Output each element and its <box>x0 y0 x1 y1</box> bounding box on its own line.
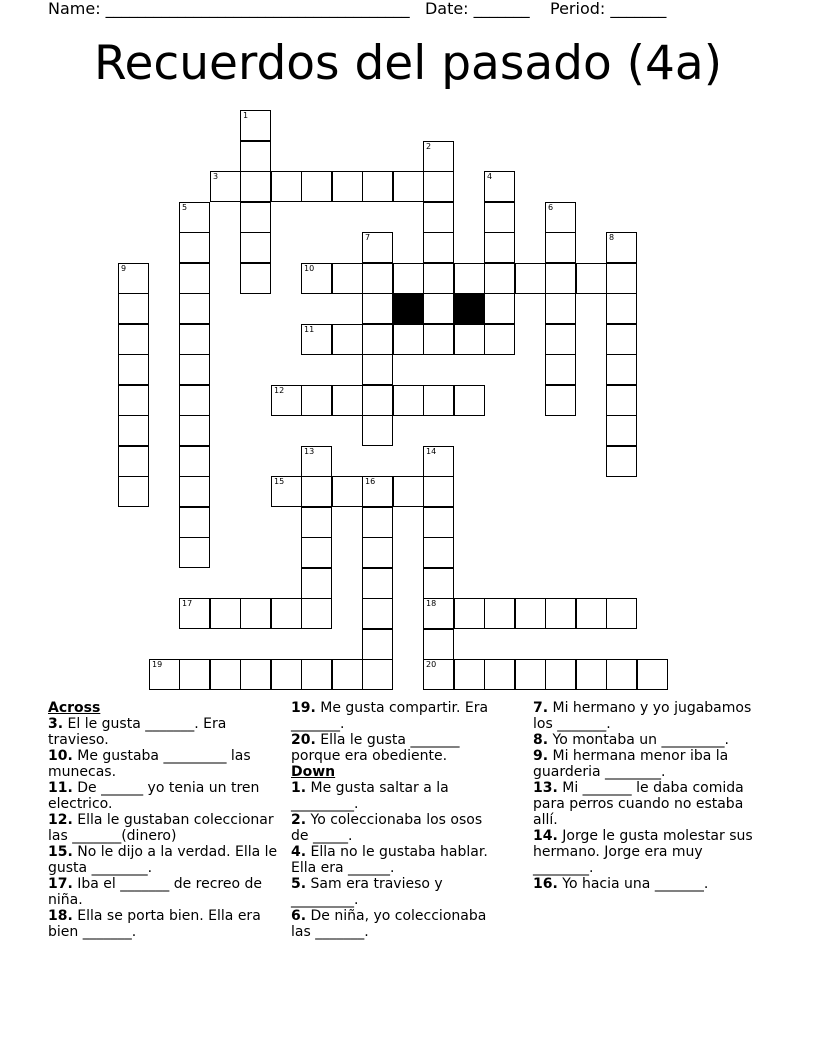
clue-number: 13 <box>304 447 315 456</box>
crossword-cell[interactable] <box>301 659 332 690</box>
clue-number: 20 <box>426 660 437 669</box>
crossword-cell[interactable] <box>149 659 180 690</box>
crossword-cell[interactable] <box>118 446 149 477</box>
crossword-cell[interactable] <box>301 507 332 538</box>
crossword-cell[interactable] <box>332 385 363 416</box>
crossword-cell[interactable] <box>118 263 149 294</box>
clue-number: 1 <box>243 111 249 120</box>
blocked-cell <box>393 293 424 324</box>
crossword-cell[interactable] <box>423 629 454 660</box>
crossword-cell[interactable] <box>515 659 546 690</box>
clue-number: 3 <box>213 172 219 181</box>
crossword-cell[interactable] <box>484 232 515 263</box>
clue-number: 7 <box>365 233 371 242</box>
crossword-cell[interactable] <box>545 232 576 263</box>
crossword-cell[interactable] <box>179 415 210 446</box>
crossword-cell[interactable] <box>301 171 332 202</box>
crossword-cell[interactable] <box>332 476 363 507</box>
crossword-cell[interactable] <box>271 659 302 690</box>
clue-number: 18 <box>426 599 437 608</box>
crossword-cell[interactable] <box>179 446 210 477</box>
clue-item-number: 10. <box>48 748 73 764</box>
crossword-cell[interactable] <box>423 659 454 690</box>
crossword-cell[interactable] <box>393 476 424 507</box>
clue-item-number: 13. <box>533 780 558 796</box>
crossword-cell[interactable] <box>484 598 515 629</box>
crossword-cell[interactable] <box>423 232 454 263</box>
crossword-cell[interactable] <box>423 446 454 477</box>
clue-item-text: El le gusta _______. Era travieso. <box>48 716 227 748</box>
crossword-cell[interactable] <box>179 324 210 355</box>
clue-item-number: 14. <box>533 828 558 844</box>
crossword-cell[interactable] <box>301 263 332 294</box>
clue-number: 4 <box>487 172 493 181</box>
crossword-cell[interactable] <box>393 385 424 416</box>
clue-item-text: Sam era travieso y _________. <box>291 876 443 908</box>
clue-item <box>533 748 765 780</box>
crossword-cell[interactable] <box>301 324 332 355</box>
crossword-cell[interactable] <box>240 659 271 690</box>
crossword-cell[interactable] <box>179 385 210 416</box>
crossword-cell[interactable] <box>423 171 454 202</box>
clue-item-text: Jorge le gusta molestar sus hermano. Jorge era muy ________. <box>533 828 753 876</box>
crossword-cell[interactable] <box>545 659 576 690</box>
across-heading: Across <box>48 700 101 716</box>
clue-item-number: 2. <box>291 812 307 828</box>
clue-item <box>48 748 280 780</box>
crossword-cell[interactable] <box>423 263 454 294</box>
blocked-cell <box>454 293 485 324</box>
crossword-cell[interactable] <box>240 110 271 141</box>
crossword-cell[interactable] <box>423 507 454 538</box>
crossword-cell[interactable] <box>423 385 454 416</box>
crossword-cell[interactable] <box>545 293 576 324</box>
clue-item-text: Mi hermana menor iba la guarderia ________. <box>533 748 729 780</box>
clue-item-text: Yo hacia una _______. <box>557 876 709 892</box>
crossword-cell[interactable] <box>179 354 210 385</box>
crossword-cell[interactable] <box>454 598 485 629</box>
crossword-cell[interactable] <box>606 385 637 416</box>
crossword-cell[interactable] <box>118 385 149 416</box>
crossword-cell[interactable] <box>362 232 393 263</box>
clue-item-number: 16. <box>533 876 558 892</box>
clues-section <box>48 700 768 960</box>
crossword-cell[interactable] <box>545 202 576 233</box>
crossword-cell[interactable] <box>423 537 454 568</box>
crossword-cell[interactable] <box>362 263 393 294</box>
clue-item <box>48 908 280 940</box>
crossword-cell[interactable] <box>484 293 515 324</box>
crossword-cell[interactable] <box>515 263 546 294</box>
crossword-cell[interactable] <box>240 232 271 263</box>
clue-item <box>48 780 280 812</box>
clue-item <box>48 812 280 844</box>
clue-item <box>533 780 765 828</box>
clue-number: 9 <box>121 264 127 273</box>
crossword-cell[interactable] <box>362 507 393 538</box>
clue-number: 11 <box>304 325 315 334</box>
clue-item-text: Iba el _______ de recreo de niña. <box>48 876 262 908</box>
crossword-cell[interactable] <box>606 415 637 446</box>
crossword-cell[interactable] <box>179 232 210 263</box>
clue-item <box>291 732 503 764</box>
crossword-cell[interactable] <box>179 659 210 690</box>
crossword-cell[interactable] <box>606 263 637 294</box>
crossword-cell[interactable] <box>423 202 454 233</box>
crossword-cell[interactable] <box>423 476 454 507</box>
clue-item <box>533 876 765 892</box>
crossword-cell[interactable] <box>545 324 576 355</box>
clue-item <box>291 700 503 732</box>
crossword-cell[interactable] <box>332 263 363 294</box>
clue-item <box>533 732 765 748</box>
crossword-cell[interactable] <box>362 476 393 507</box>
clue-item-number: 5. <box>291 876 307 892</box>
clue-item-number: 11. <box>48 780 73 796</box>
crossword-cell[interactable] <box>210 171 241 202</box>
clue-item-text: Me gustaba _________ las munecas. <box>48 748 251 780</box>
clue-item-text: Ella se porta bien. Ella era bien _______. <box>48 908 261 940</box>
clue-item-text: Ella le gustaban coleccionar las _______(dinero) <box>48 812 274 844</box>
crossword-cell[interactable] <box>393 171 424 202</box>
clue-item-number: 4. <box>291 844 307 860</box>
clue-number: 16 <box>365 477 376 486</box>
clue-item-text: Me gusta compartir. Era _______. <box>291 700 489 732</box>
crossword-cell[interactable] <box>545 385 576 416</box>
clue-number: 19 <box>152 660 163 669</box>
crossword-cell[interactable] <box>118 324 149 355</box>
name-date-period-line: Name: ______________________________________ Date: _______ Period: _______ <box>48 0 667 18</box>
clue-item <box>48 876 280 908</box>
clue-item-number: 3. <box>48 716 64 732</box>
clue-item-text: Yo montaba un _________. <box>548 732 729 748</box>
crossword-cell[interactable] <box>515 598 546 629</box>
crossword-cell[interactable] <box>179 537 210 568</box>
crossword-cell[interactable] <box>362 171 393 202</box>
clue-item-number: 7. <box>533 700 549 716</box>
down-heading: Down <box>291 764 336 780</box>
crossword-cell[interactable] <box>118 476 149 507</box>
crossword-cell[interactable] <box>454 263 485 294</box>
crossword-cell[interactable] <box>545 598 576 629</box>
clue-item-number: 8. <box>533 732 549 748</box>
crossword-cell[interactable] <box>179 476 210 507</box>
crossword-cell[interactable] <box>484 659 515 690</box>
clue-item-text: De niña, yo coleccionaba las _______. <box>291 908 487 940</box>
crossword-cell[interactable] <box>606 232 637 263</box>
clue-item <box>291 844 503 876</box>
clue-item-text: De ______ yo tenia un tren electrico. <box>48 780 260 812</box>
clue-item-number: 9. <box>533 748 549 764</box>
crossword-cell[interactable] <box>332 659 363 690</box>
clue-item-text: Mi _______ le daba comida para perros cuando no estaba allí. <box>533 780 744 828</box>
crossword-cell[interactable] <box>332 324 363 355</box>
crossword-cell[interactable] <box>362 629 393 660</box>
crossword-cell[interactable] <box>301 598 332 629</box>
clue-item <box>291 908 503 940</box>
clue-item-number: 17. <box>48 876 73 892</box>
crossword-cell[interactable] <box>484 202 515 233</box>
clue-item <box>48 716 280 748</box>
crossword-cell[interactable] <box>423 293 454 324</box>
crossword-cell[interactable] <box>576 659 607 690</box>
crossword-cell[interactable] <box>606 324 637 355</box>
crossword-cell[interactable] <box>240 171 271 202</box>
clue-item-number: 18. <box>48 908 73 924</box>
clue-number: 14 <box>426 447 437 456</box>
crossword-cell[interactable] <box>210 659 241 690</box>
crossword-cell[interactable] <box>393 263 424 294</box>
crossword-cell[interactable] <box>362 354 393 385</box>
crossword-cell[interactable] <box>362 415 393 446</box>
crossword-cell[interactable] <box>240 141 271 172</box>
crossword-cell[interactable] <box>301 446 332 477</box>
clue-item-number: 19. <box>291 700 316 716</box>
clue-number: 15 <box>274 477 285 486</box>
clue-item-text: Ella le gusta _______ porque era obediente. <box>291 732 460 764</box>
clue-item-text: Ella no le gustaba hablar. Ella era ______. <box>291 844 488 876</box>
crossword-cell[interactable] <box>301 476 332 507</box>
crossword-cell[interactable] <box>606 598 637 629</box>
clues-column-3 <box>533 700 765 892</box>
crossword-cell[interactable] <box>484 171 515 202</box>
clue-item-number: 20. <box>291 732 316 748</box>
clue-number: 10 <box>304 264 315 273</box>
clue-item-text: Me gusta saltar a la _________. <box>291 780 449 812</box>
crossword-cell[interactable] <box>393 324 424 355</box>
crossword-cell[interactable] <box>271 598 302 629</box>
crossword-cell[interactable] <box>362 385 393 416</box>
crossword-cell[interactable] <box>301 568 332 599</box>
clue-item-text: No le dijo a la verdad. Ella le gusta ________. <box>48 844 278 876</box>
clue-number: 17 <box>182 599 193 608</box>
crossword-cell[interactable] <box>118 415 149 446</box>
crossword-cell[interactable] <box>423 324 454 355</box>
page-title: Recuerdos del pasado (4a) <box>93 36 723 91</box>
clue-item <box>48 844 280 876</box>
crossword-cell[interactable] <box>484 324 515 355</box>
crossword-cell[interactable] <box>362 659 393 690</box>
clues-column-2 <box>291 700 503 940</box>
crossword-cell[interactable] <box>423 598 454 629</box>
crossword-cell[interactable] <box>454 385 485 416</box>
crossword-cell[interactable] <box>179 598 210 629</box>
clue-item <box>291 780 503 812</box>
crossword-cell[interactable] <box>240 263 271 294</box>
crossword-cell[interactable] <box>271 171 302 202</box>
crossword-cell[interactable] <box>179 293 210 324</box>
crossword-cell[interactable] <box>606 659 637 690</box>
crossword-cell[interactable] <box>423 141 454 172</box>
clue-number: 8 <box>609 233 615 242</box>
crossword-cell[interactable] <box>576 598 607 629</box>
crossword-cell[interactable] <box>423 568 454 599</box>
clue-item-text: Mi hermano y yo jugabamos los _______. <box>533 700 752 732</box>
crossword-cell[interactable] <box>362 568 393 599</box>
clue-number: 12 <box>274 386 285 395</box>
crossword-cell[interactable] <box>210 598 241 629</box>
crossword-cell[interactable] <box>240 202 271 233</box>
crossword-cell[interactable] <box>637 659 668 690</box>
crossword-cell[interactable] <box>118 293 149 324</box>
clue-item-number: 6. <box>291 908 307 924</box>
clues-column-1 <box>48 700 280 940</box>
crossword-cell[interactable] <box>179 263 210 294</box>
clue-number: 6 <box>548 203 554 212</box>
clue-item <box>291 876 503 908</box>
crossword-cell[interactable] <box>576 263 607 294</box>
crossword-cell[interactable] <box>118 354 149 385</box>
clue-item <box>291 812 503 844</box>
crossword-cell[interactable] <box>301 385 332 416</box>
clue-number: 5 <box>182 203 188 212</box>
clue-item-number: 12. <box>48 812 73 828</box>
clue-item-text: Yo coleccionaba los osos de _____. <box>291 812 483 844</box>
clue-item <box>533 700 765 732</box>
crossword-cell[interactable] <box>606 354 637 385</box>
crossword-cell[interactable] <box>454 659 485 690</box>
crossword-cell[interactable] <box>484 263 515 294</box>
crossword-cell[interactable] <box>332 171 363 202</box>
crossword-cell[interactable] <box>362 598 393 629</box>
crossword-cell[interactable] <box>545 354 576 385</box>
crossword-cell[interactable] <box>606 293 637 324</box>
crossword-cell[interactable] <box>179 202 210 233</box>
crossword-cell[interactable] <box>271 385 302 416</box>
clue-item-number: 15. <box>48 844 73 860</box>
crossword-cell[interactable] <box>362 324 393 355</box>
crossword-cell[interactable] <box>606 446 637 477</box>
crossword-cell[interactable] <box>362 293 393 324</box>
crossword-cell[interactable] <box>454 324 485 355</box>
crossword-cell[interactable] <box>545 263 576 294</box>
crossword-cell[interactable] <box>301 537 332 568</box>
clue-item-number: 1. <box>291 780 307 796</box>
clue-item <box>533 828 765 876</box>
crossword-cell[interactable] <box>271 476 302 507</box>
crossword-cell[interactable] <box>179 507 210 538</box>
crossword-cell[interactable] <box>240 598 271 629</box>
crossword-cell[interactable] <box>362 537 393 568</box>
clue-number: 2 <box>426 142 432 151</box>
